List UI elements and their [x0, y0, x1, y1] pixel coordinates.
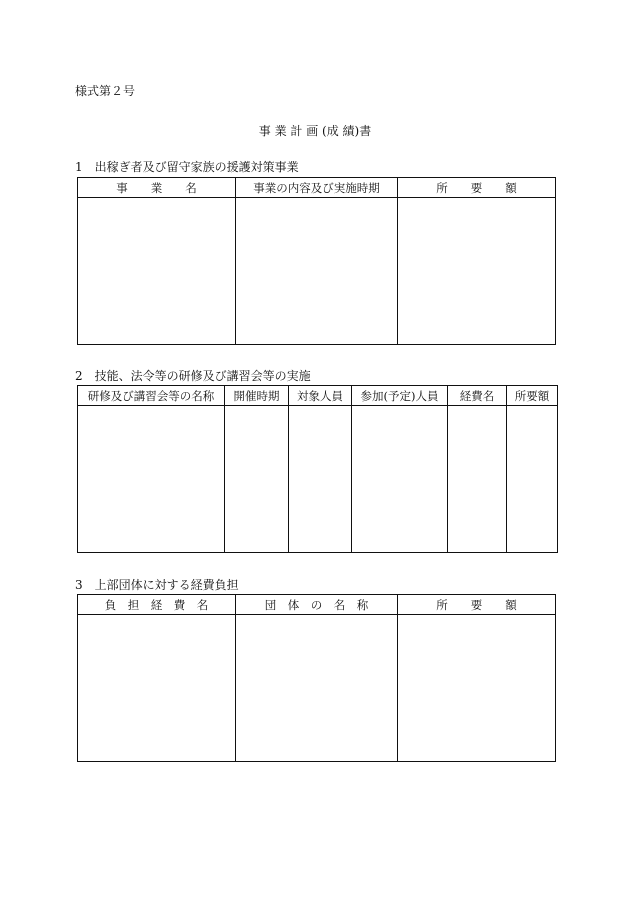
column-header-training-name	[78, 386, 225, 406]
column-header-held-period	[225, 386, 289, 406]
column-header-project-name	[78, 178, 236, 198]
column-header-label: 開催時期	[233, 388, 280, 403]
column-header-expense-name	[78, 595, 236, 615]
entry-cell-required-amount[interactable]	[398, 198, 556, 345]
section-2-heading: 2 技能、法令等の研修及び講習会等の実施	[75, 369, 311, 383]
entry-cell-target-persons[interactable]	[289, 406, 352, 553]
column-header-label: 団 体 の 名 称	[264, 597, 369, 612]
section-2-table	[77, 385, 558, 553]
form-number: 様式第２号	[75, 84, 136, 98]
document-title: 事 業 計 画 (成 績)書	[258, 124, 372, 138]
column-header-expense-name	[448, 386, 507, 406]
table-body-row	[78, 198, 556, 345]
entry-cell-required-amount[interactable]	[507, 406, 558, 553]
column-header-required-amount	[398, 178, 556, 198]
entry-cell-held-period[interactable]	[225, 406, 289, 553]
section-1-table	[77, 177, 556, 345]
column-header-label: 参加(予定)人員	[360, 388, 439, 403]
column-header-required-amount	[398, 595, 556, 615]
table-body-row	[78, 406, 558, 553]
entry-cell-expense-name[interactable]	[78, 615, 236, 762]
section-3-table	[77, 594, 556, 762]
column-header-label: 所要額	[514, 388, 550, 403]
column-header-required-amount	[507, 386, 558, 406]
column-header-label: 経費名	[459, 388, 495, 403]
entry-cell-participants[interactable]	[352, 406, 448, 553]
table-header-row	[78, 595, 556, 615]
column-header-label: 研修及び講習会等の名称	[87, 388, 215, 403]
column-header-label: 対象人員	[297, 388, 343, 403]
column-header-label: 事業の内容及び実施時期	[253, 180, 380, 195]
column-header-content-period	[236, 178, 398, 198]
section-3-heading: 3 上部団体に対する経費負担	[75, 578, 239, 592]
entry-cell-expense-name[interactable]	[448, 406, 507, 553]
entry-cell-training-name[interactable]	[78, 406, 225, 553]
entry-cell-organization-name[interactable]	[236, 615, 398, 762]
table-body-row	[78, 615, 556, 762]
table-header-row	[78, 386, 558, 406]
column-header-organization-name	[236, 595, 398, 615]
table-header-row	[78, 178, 556, 198]
entry-cell-required-amount[interactable]	[398, 615, 556, 762]
column-header-label: 所 要 額	[436, 597, 517, 612]
entry-cell-content-period[interactable]	[236, 198, 398, 345]
column-header-label: 事 業 名	[116, 180, 197, 195]
column-header-label: 負 担 経 費 名	[104, 597, 209, 612]
column-header-participants	[352, 386, 448, 406]
section-1-heading: 1 出稼ぎ者及び留守家族の援護対策事業	[75, 160, 299, 174]
column-header-label: 所 要 額	[436, 180, 517, 195]
column-header-target-persons	[289, 386, 352, 406]
entry-cell-project-name[interactable]	[78, 198, 236, 345]
